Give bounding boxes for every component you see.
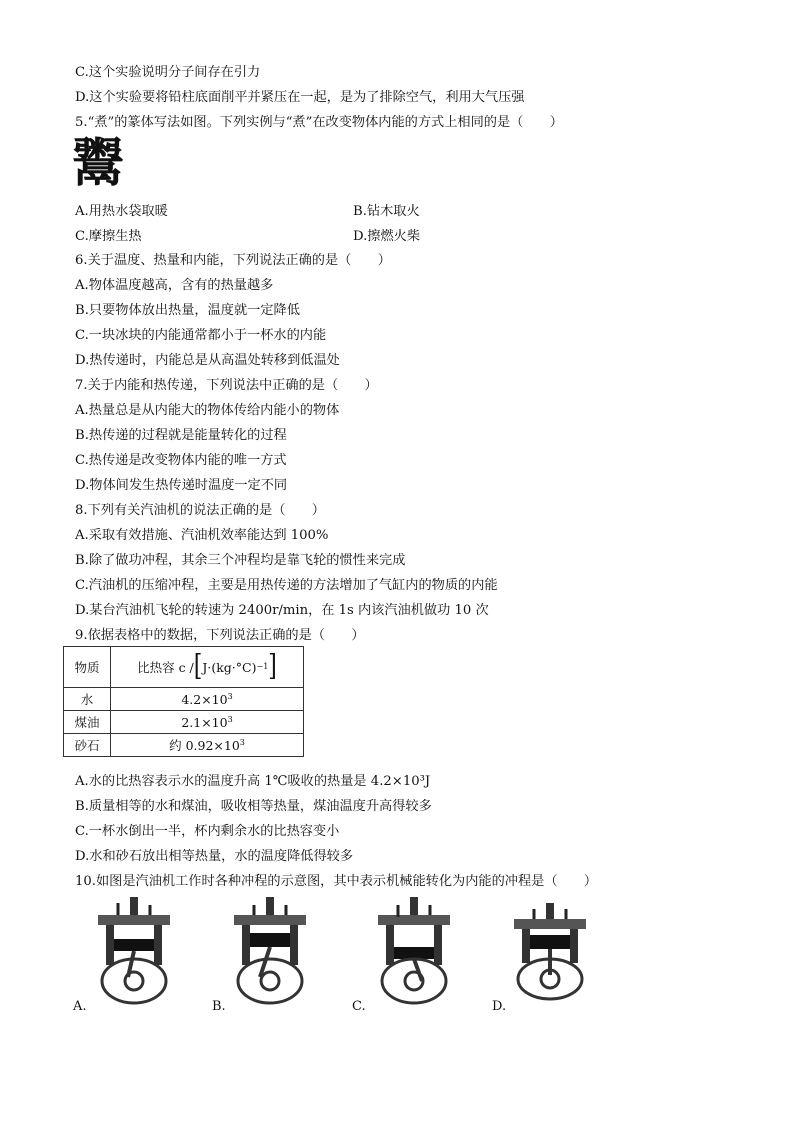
table-header-substance: 物质 xyxy=(64,647,111,688)
engine-label-a: A. xyxy=(73,999,87,1014)
engine-label-c: C. xyxy=(352,999,366,1014)
engine-diagram-d xyxy=(508,895,592,1007)
question-7: 7.关于内能和热传递，下列说法中正确的是（ ） xyxy=(75,378,378,393)
table-cell-substance: 水 xyxy=(64,688,111,711)
table-cell-value: 约 $0.92\times 10^3$ xyxy=(111,734,304,757)
q8-option-b: B.除了做功冲程，其余三个冲程均是靠飞轮的惯性来完成 xyxy=(75,553,406,568)
q5-option-c: C.摩擦生热 xyxy=(75,229,142,244)
engine-diagram-b xyxy=(228,895,312,1007)
question-5: 5.“煮”的篆体写法如图。下列实例与“煮”在改变物体内能的方式上相同的是（ ） xyxy=(75,115,563,130)
table-cell-value: $4.2\times 10^3$ xyxy=(111,688,304,711)
question-6: 6.关于温度、热量和内能，下列说法正确的是（ ） xyxy=(75,253,391,268)
line-q4-option-d: D.这个实验要将铅柱底面削平并紧压在一起，是为了排除空气，利用大气压强 xyxy=(75,90,525,105)
q9-option-b: B.质量相等的水和煤油，吸收相等热量，煤油温度升高得较多 xyxy=(75,799,432,814)
bracket-left-icon: [ xyxy=(193,650,203,683)
seal-script-zhu-image: 鬻 xyxy=(72,133,125,194)
q6-option-d: D.热传递时，内能总是从高温处转移到低温处 xyxy=(75,353,340,368)
table-header-prefix: 比热容 c / xyxy=(137,660,194,675)
q5-option-b: B.钻木取火 xyxy=(353,204,420,219)
q7-option-d: D.物体间发生热传递时温度一定不同 xyxy=(75,478,288,493)
table-row xyxy=(64,711,304,734)
q8-option-c: C.汽油机的压缩冲程，主要是用热传递的方法增加了气缸内的物质的内能 xyxy=(75,578,498,593)
q6-option-c: C.一块冰块的内能通常都小于一杯水的内能 xyxy=(75,328,327,343)
line-q4-option-c: C.这个实验说明分子间存在引力 xyxy=(75,65,261,80)
table-row xyxy=(64,734,304,757)
q6-option-b: B.只要物体放出热量，温度就一定降低 xyxy=(75,303,300,318)
q5-option-d: D.擦燃火柴 xyxy=(353,229,421,244)
bracket-right-icon: ] xyxy=(268,650,277,683)
q8-option-d: D.某台汽油机飞轮的转速为 2400r/min，在 1s 内该汽油机做功 10 次 xyxy=(75,603,489,618)
table-header-unit: J·(kg·°C) xyxy=(202,659,257,675)
q9-option-c: C.一杯水倒出一半，杯内剩余水的比热容变小 xyxy=(75,824,340,839)
engine-label-d: D. xyxy=(492,999,507,1014)
engine-label-b: B. xyxy=(212,999,226,1014)
q7-option-b: B.热传递的过程就是能量转化的过程 xyxy=(75,428,287,443)
table-cell-substance: 砂石 xyxy=(64,734,111,757)
specific-heat-table xyxy=(63,646,304,757)
question-9: 9.依据表格中的数据，下列说法正确的是（ ） xyxy=(75,628,365,643)
table-row xyxy=(64,688,304,711)
engine-diagram-a xyxy=(92,895,176,1007)
q7-option-c: C.热传递是改变物体内能的唯一方式 xyxy=(75,453,287,468)
q6-option-a: A.物体温度越高，含有的热量越多 xyxy=(75,278,274,293)
q5-option-a: A.用热水袋取暖 xyxy=(75,204,168,219)
engine-diagram-c xyxy=(372,895,456,1007)
table-cell-substance: 煤油 xyxy=(64,711,111,734)
table-cell-value: $2.1\times 10^3$ xyxy=(111,711,304,734)
q9-option-d: D.水和砂石放出相等热量，水的温度降低得较多 xyxy=(75,849,354,864)
table-header-row xyxy=(64,647,304,688)
q8-option-a: A.采取有效措施、汽油机效率能达到 100% xyxy=(75,528,329,543)
question-10: 10.如图是汽油机工作时各种冲程的示意图，其中表示机械能转化为内能的冲程是（ ） xyxy=(75,874,598,889)
q9-option-a: A.水的比热容表示水的温度升高 1℃吸收的热量是 4.2×10³J xyxy=(75,774,431,789)
table-header-specific-heat: 比热容 c / [ J·(kg·°C) −1 ] xyxy=(111,647,304,688)
question-8: 8.下列有关汽油机的说法正确的是（ ） xyxy=(75,503,325,518)
q7-option-a: A.热量总是从内能大的物体传给内能小的物体 xyxy=(75,403,340,418)
